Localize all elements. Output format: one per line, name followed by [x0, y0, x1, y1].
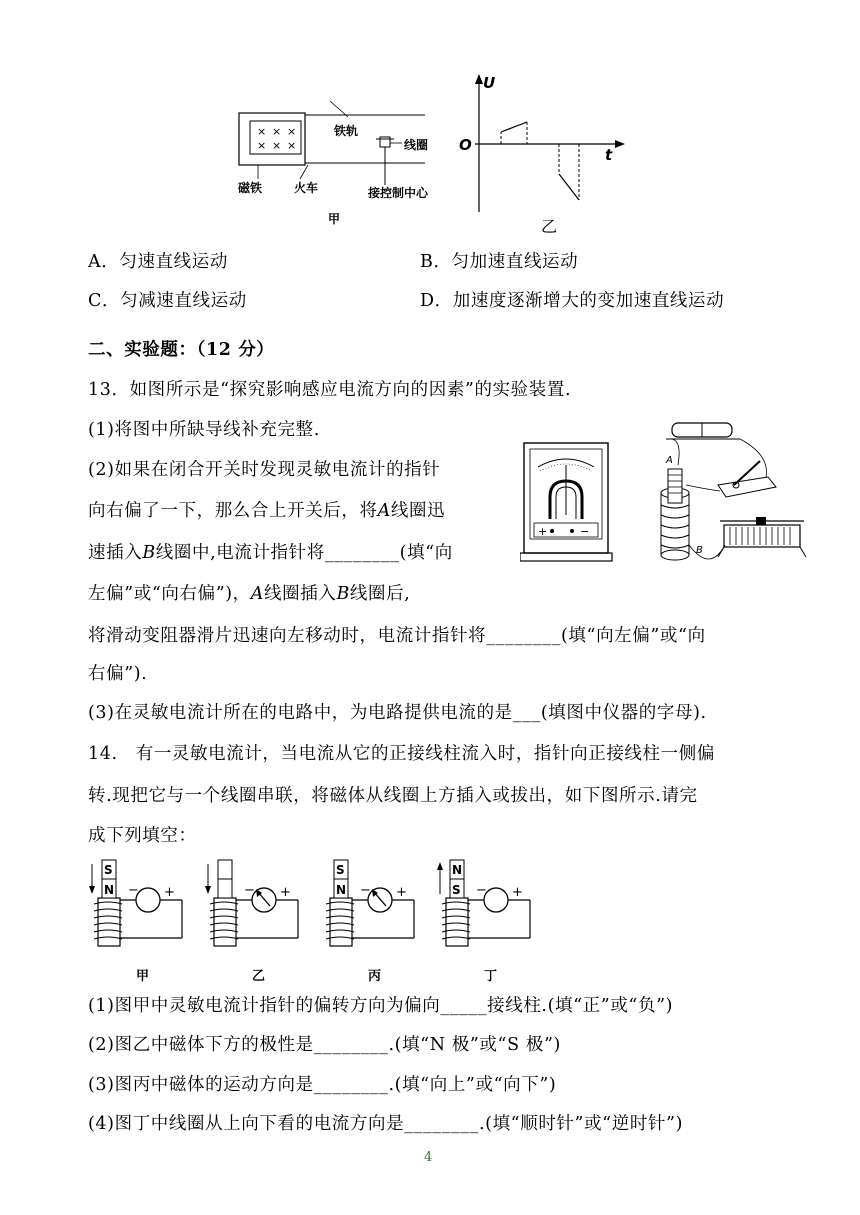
galvanometer-minus: − [580, 525, 590, 538]
q13-part2-line2 [88, 497, 445, 522]
svg-text:×: × [287, 125, 297, 138]
svg-text:×: × [272, 139, 282, 152]
q13-part2-line4 [88, 580, 410, 605]
var-a: A [250, 584, 265, 604]
coil-label: 线圈 [404, 138, 429, 152]
q14-answer1: (1)图甲中灵敏电流计指针的偏转方向为偏向_____接线柱.(填“正”或“负”) [88, 996, 674, 1016]
plus-terminal: + [280, 885, 291, 900]
var-b: B [142, 543, 156, 563]
option-b: B．匀加速直线运动 [420, 252, 579, 272]
option-a: A．匀速直线运动 [88, 252, 228, 272]
svg-text:×: × [272, 125, 282, 138]
panel-caption: 乙 [252, 969, 266, 984]
plus-terminal: + [164, 885, 175, 900]
minus-terminal: − [476, 883, 487, 898]
q13-text: 线圈插入 [264, 584, 337, 604]
coil-b-label: B [696, 545, 703, 556]
switch [718, 461, 776, 497]
q13-stem: 13．如图所示是“探究影响感应电流方向的因素”的实验装置. [88, 380, 572, 400]
figure-q14-panels [82, 858, 542, 986]
rheostat [718, 517, 806, 557]
page-number: 4 [424, 1150, 433, 1165]
minus-terminal: − [360, 883, 371, 898]
q13-part2-line1: (2)如果在闭合开关时发现灵敏电流计的指针 [88, 460, 441, 480]
panel-bing [326, 860, 414, 984]
q13-text: 线圈迅 [390, 501, 446, 521]
q13-part3: (3)在灵敏电流计所在的电路中，为电路提供电流的是___(填图中仪器的字母). [88, 703, 707, 723]
minus-terminal: − [244, 883, 255, 898]
u-axis-label: U [483, 74, 496, 92]
coil-a [668, 469, 682, 503]
q13-text: 线圈中,电流计指针将________(填“向 [155, 543, 453, 563]
svg-text:×: × [257, 125, 267, 138]
magnet-pole: S [452, 883, 461, 897]
q13-part2-line3 [88, 539, 453, 564]
svg-text:×: × [257, 139, 267, 152]
q14-stem-line1: 14. 有一灵敏电流计，当电流从它的正接线柱流入时，指针向正接线柱一侧偏 [88, 744, 715, 764]
figure-q13-apparatus [520, 415, 810, 575]
svg-text:×: × [287, 139, 297, 152]
figure-jia-caption: 甲 [328, 212, 341, 226]
magnet-pole: N [104, 883, 115, 897]
q13-part2-line6: 右偏”). [88, 664, 148, 684]
panel-caption: 丁 [484, 969, 498, 984]
magnet-pole: N [452, 863, 463, 877]
minus-terminal: − [128, 883, 139, 898]
rail-label: 铁轨 [334, 124, 359, 138]
option-c: C．匀减速直线运动 [88, 291, 247, 311]
panel-jia [89, 860, 182, 984]
galvanometer [520, 443, 612, 561]
var-a: A [377, 501, 391, 521]
q14-stem-line3: 成下列填空： [88, 826, 197, 846]
plus-terminal: + [512, 885, 523, 900]
panel-caption: 丙 [368, 969, 382, 984]
q13-text: 速插入 [88, 543, 143, 563]
panel-ding [437, 860, 530, 984]
q13-text: 向右偏了一下，那么合上开关后，将 [88, 501, 378, 521]
origin-label: O [459, 136, 472, 154]
battery [666, 423, 740, 439]
q14-answer3: (3)图丙中磁体的运动方向是________.(填“向上”或“向下”) [88, 1075, 557, 1095]
q14-stem-line2: 转.现把它与一个线圈串联，将磁体从线圈上方插入或拔出，如下图所示.请完 [88, 786, 698, 806]
plus-terminal: + [396, 885, 407, 900]
option-d: D．加速度逐渐增大的变加速直线运动 [420, 291, 725, 311]
magnet-label: 磁铁 [238, 181, 263, 195]
q13-text: 线圈后, [349, 584, 411, 604]
q13-part2-line5: 将滑动变阻器滑片迅速向左移动时，电流计指针将________(填“向左偏”或“向 [88, 626, 706, 646]
coil-a-label: A [666, 455, 673, 466]
section-heading: 二、实验题：（12 分） [88, 340, 275, 360]
magnet-pole: S [336, 863, 345, 877]
figure-yi-caption: 乙 [541, 217, 558, 236]
panel-yi [205, 860, 298, 984]
magnet-pole: N [336, 883, 347, 897]
q14-answer4: (4)图丁中线圈从上向下看的电流方向是________.(填“顺时针”或“逆时针”) [88, 1114, 683, 1134]
magnet-pole: S [104, 863, 113, 877]
figure-yi-graph [455, 72, 630, 237]
galvanometer-plus: + [538, 525, 548, 538]
t-axis-label: t [605, 146, 613, 164]
q13-text: 左偏”或“向右偏”)， [88, 584, 251, 604]
figure-jia [230, 95, 450, 230]
var-b: B [336, 584, 350, 604]
q13-part1: (1)将图中所缺导线补充完整. [88, 420, 320, 440]
control-label: 接控制中心 [368, 186, 429, 200]
panel-caption: 甲 [136, 969, 150, 984]
train-label: 火车 [294, 181, 319, 195]
q14-answer2: (2)图乙中磁体下方的极性是________.(填“N 极”或“S 极”) [88, 1035, 561, 1055]
